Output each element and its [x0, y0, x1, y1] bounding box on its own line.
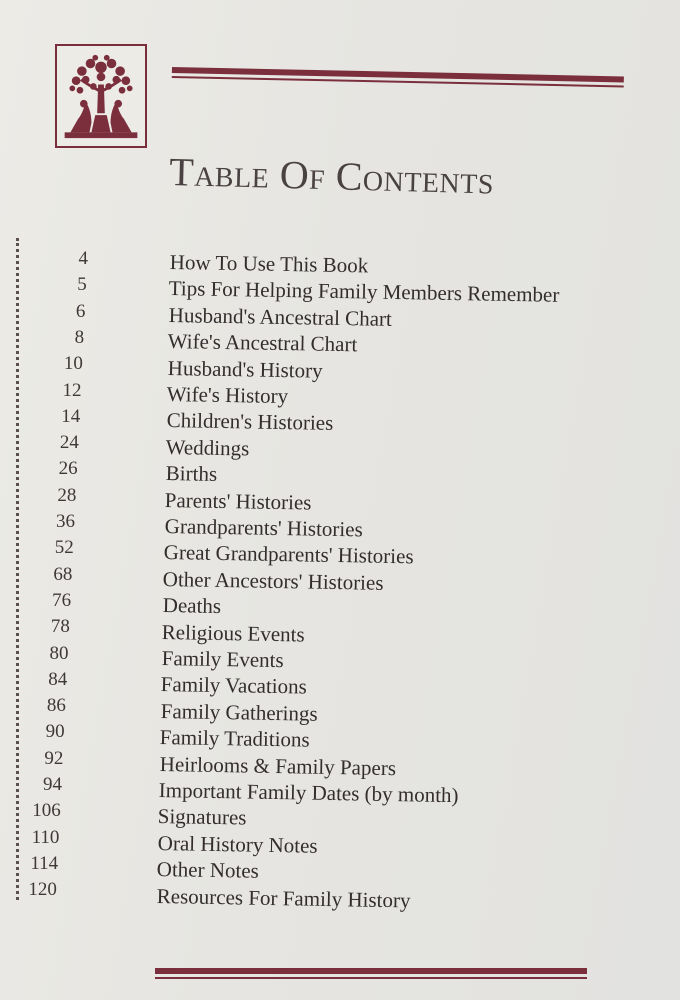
- toc-row: [0, 747, 680, 780]
- toc-page-number: 120: [28, 879, 57, 901]
- toc-row: [0, 642, 680, 673]
- toc-entry-title: Husband's History: [167, 355, 323, 383]
- toc-row: [0, 826, 680, 858]
- toc-entry-title: Husband's Ancestral Chart: [168, 302, 392, 331]
- toc-row: [0, 774, 680, 808]
- toc-entry-title: Births: [165, 461, 217, 487]
- toc-entry-title: Great Grandparents' Histories: [163, 540, 414, 569]
- toc-page-number: 10: [63, 353, 83, 375]
- toc-entry-title: Heirlooms & Family Papers: [159, 751, 396, 780]
- toc-row: [0, 458, 680, 487]
- toc-page-number: 84: [48, 668, 68, 690]
- toc-page-number: 78: [50, 616, 70, 638]
- toc-row: [0, 300, 680, 331]
- toc-row: [0, 250, 680, 276]
- toc-page-number: 8: [74, 326, 85, 348]
- toc-row: [0, 879, 680, 913]
- toc-row: [0, 852, 680, 883]
- toc-entry-title: Weddings: [165, 434, 250, 461]
- toc-entry-title: Parents' Histories: [164, 487, 312, 515]
- toc-entry-title: Deaths: [162, 593, 222, 619]
- toc-row: [0, 353, 680, 383]
- toc-row: [0, 405, 680, 436]
- toc-page-number: 114: [30, 852, 59, 874]
- toc-entry-title: Tips For Helping Family Members Remember: [169, 276, 561, 308]
- toc-entry-title: Oral History Notes: [157, 830, 318, 858]
- toc-page-number: 86: [46, 695, 66, 717]
- toc-row: [0, 484, 680, 515]
- toc-page-number: 76: [52, 589, 72, 611]
- toc-row: [0, 721, 680, 752]
- toc-page-number: 24: [59, 432, 79, 454]
- toc-page-number: 80: [49, 642, 69, 664]
- toc-row: [0, 432, 680, 461]
- toc-entry-title: Wife's History: [166, 382, 289, 409]
- toc-row: [0, 326, 680, 357]
- toc-entry-title: Important Family Dates (by month): [158, 778, 459, 808]
- toc-row: [0, 589, 680, 619]
- toc-row: [0, 668, 680, 699]
- toc-page-number: 52: [54, 537, 74, 559]
- toc-entry-title: Wife's Ancestral Chart: [167, 329, 358, 357]
- toc-row: [0, 616, 680, 647]
- toc-page-number: 110: [31, 826, 60, 848]
- toc-entry-title: Religious Events: [161, 619, 306, 647]
- toc-page-number: 14: [61, 405, 81, 427]
- page-title: Table Of Contents: [168, 148, 495, 203]
- toc-entry-title: How To Use This Book: [169, 250, 369, 278]
- toc-page-number: 94: [43, 774, 62, 795]
- toc-page-number: 12: [62, 379, 82, 401]
- toc-entry-title: Grandparents' Histories: [164, 514, 363, 542]
- toc-page-number: 36: [56, 511, 75, 532]
- toc-page-number: 28: [57, 484, 77, 506]
- toc-entry-title: Other Notes: [156, 857, 260, 883]
- toc-entry-title: Signatures: [158, 804, 248, 830]
- toc-entry-title: Family Events: [161, 646, 284, 673]
- toc-row: [0, 800, 680, 830]
- toc-entry-title: Children's Histories: [166, 408, 334, 436]
- toc-page-number: 106: [32, 800, 61, 822]
- toc-row: [0, 379, 680, 409]
- toc-row: [0, 274, 680, 308]
- toc-page-number: 4: [78, 248, 88, 269]
- toc-entry-title: Other Ancestors' Histories: [162, 566, 385, 595]
- toc-entry-title: Family Traditions: [159, 725, 311, 752]
- toc-entry-title: Family Gatherings: [160, 698, 318, 726]
- toc-entry-title: Family Vacations: [160, 672, 308, 699]
- toc-page-number: 92: [44, 747, 64, 769]
- toc-row: [0, 695, 680, 726]
- toc-row: [0, 537, 680, 569]
- toc-row: [0, 563, 680, 595]
- toc-page-number: 68: [53, 563, 73, 585]
- toc-row: [0, 511, 680, 542]
- toc-page-number: 6: [75, 300, 86, 322]
- toc-entry-title: Resources For Family History: [156, 883, 411, 913]
- toc-page-number: 26: [58, 458, 78, 480]
- toc-page-number: 5: [77, 274, 87, 296]
- toc-page-number: 90: [45, 721, 65, 743]
